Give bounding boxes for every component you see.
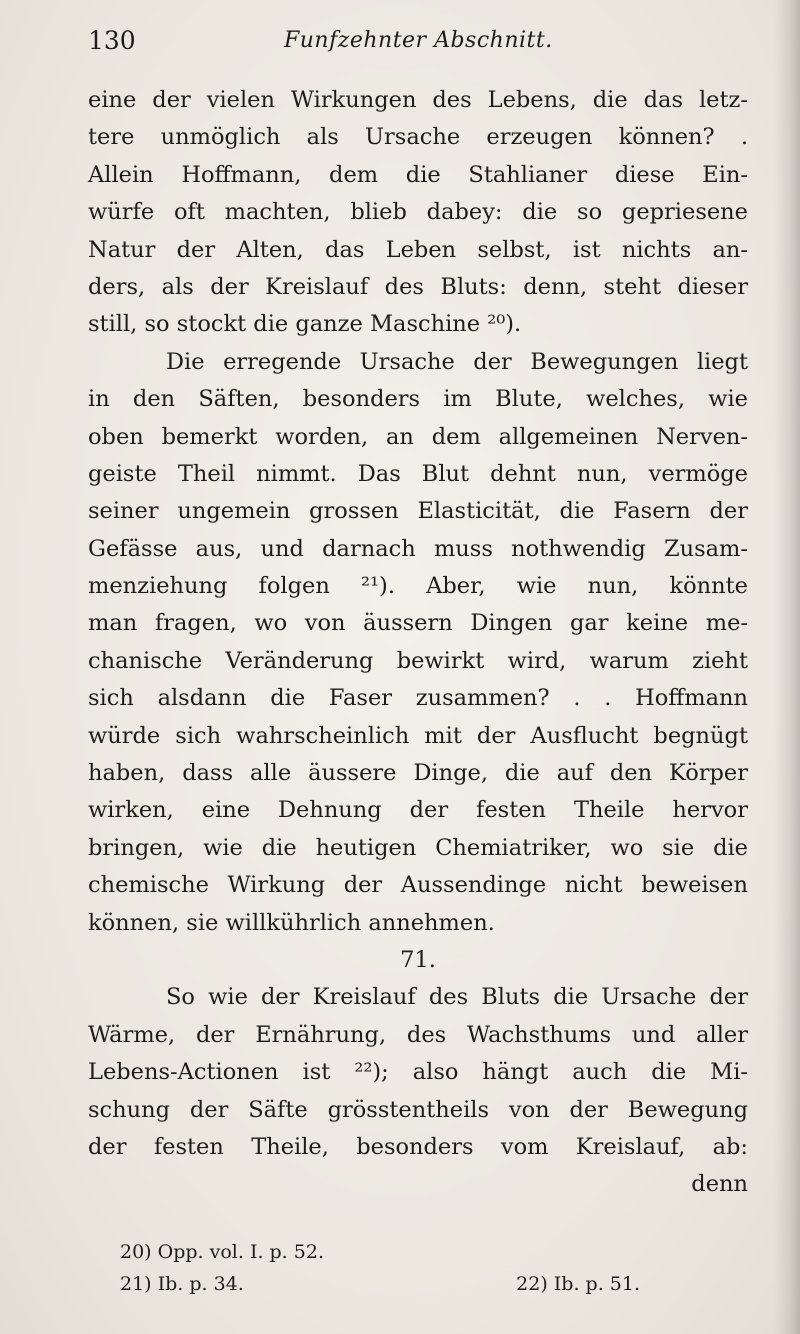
- text-line: man fragen, wo von äussern Dingen gar keine me-: [88, 610, 748, 637]
- text-line: oben bemerkt worden, an dem allgemeinen Nerven-: [88, 423, 748, 450]
- text-line: Gefässe aus, und darnach muss nothwendig Zusam-: [88, 535, 748, 562]
- text-line: geiste Theil nimmt. Das Blut dehnt nun, vermöge: [88, 460, 748, 487]
- text-line: sich alsdann die Faser zusammen? . . Hoffmann: [88, 685, 748, 712]
- text-line: menziehung folgen ²¹). Aber, wie nun, könnte: [88, 573, 748, 600]
- text-line: So wie der Kreislauf des Bluts die Ursache der: [166, 984, 748, 1011]
- footnote-row: [120, 1268, 640, 1300]
- text-line: chanische Veränderung bewirkt wird, warum zieht: [88, 647, 748, 674]
- page-header: [88, 22, 748, 62]
- text-line: wirken, eine Dehnung der festen Theile hervor: [88, 797, 748, 824]
- text-line: tere unmöglich als Ursache erzeugen können? .: [88, 124, 748, 151]
- text-line: chemische Wirkung der Aussendinge nicht beweisen: [88, 872, 748, 899]
- text-line: still, so stockt die ganze Maschine ²⁰).: [88, 311, 522, 338]
- running-head: Funfzehnter Abschnitt.: [284, 28, 553, 53]
- text-line: Lebens-Actionen ist ²²); also hängt auch die Mi-: [88, 1059, 748, 1086]
- text-line: können, sie willkührlich annehmen.: [88, 909, 495, 936]
- text-line: eine der vielen Wirkungen des Lebens, die das letz-: [88, 87, 748, 113]
- text-line: seiner ungemein grossen Elasticität, die Fasern der: [88, 498, 748, 525]
- page-number: 130: [88, 26, 136, 55]
- text-line: ders, als der Kreislauf des Bluts: denn, steht dieser: [88, 273, 748, 300]
- footnote-21: 21) Ib. p. 34.: [120, 1273, 244, 1295]
- text-line: Die erregende Ursache der Bewegungen liegt: [166, 348, 748, 375]
- text-line: Allein Hoffmann, dem die Stahlianer diese Ein-: [88, 161, 748, 188]
- text-line: in den Säften, besonders im Blute, welches, wie: [88, 386, 748, 413]
- text-line: Wärme, der Ernährung, des Wachsthums und aller: [88, 1021, 748, 1048]
- text-line: würde sich wahrscheinlich mit der Ausflucht begnügt: [88, 722, 748, 749]
- catchword: denn: [691, 1171, 748, 1198]
- page-edge-shadow: [774, 0, 800, 1334]
- footnotes: [120, 1236, 640, 1300]
- footnote-20: 20) Opp. vol. I. p. 52.: [120, 1241, 324, 1263]
- text-line: Natur der Alten, das Leben selbst, ist nichts an-: [88, 236, 748, 263]
- text-line: der festen Theile, besonders vom Kreislauf, ab:: [88, 1133, 748, 1160]
- text-line: schung der Säfte grösstentheils von der Bewegung: [88, 1096, 748, 1123]
- text-line: bringen, wie die heutigen Chemiatriker, wo sie die: [88, 834, 748, 861]
- text-line: würfe oft machten, blieb dabey: die so gepriesene: [88, 199, 748, 226]
- text-line: haben, dass alle äussere Dinge, die auf den Körper: [88, 760, 748, 787]
- footnote-22: 22) Ib. p. 51.: [516, 1273, 640, 1295]
- page-body: [88, 82, 748, 1204]
- section-number: 71.: [400, 946, 436, 973]
